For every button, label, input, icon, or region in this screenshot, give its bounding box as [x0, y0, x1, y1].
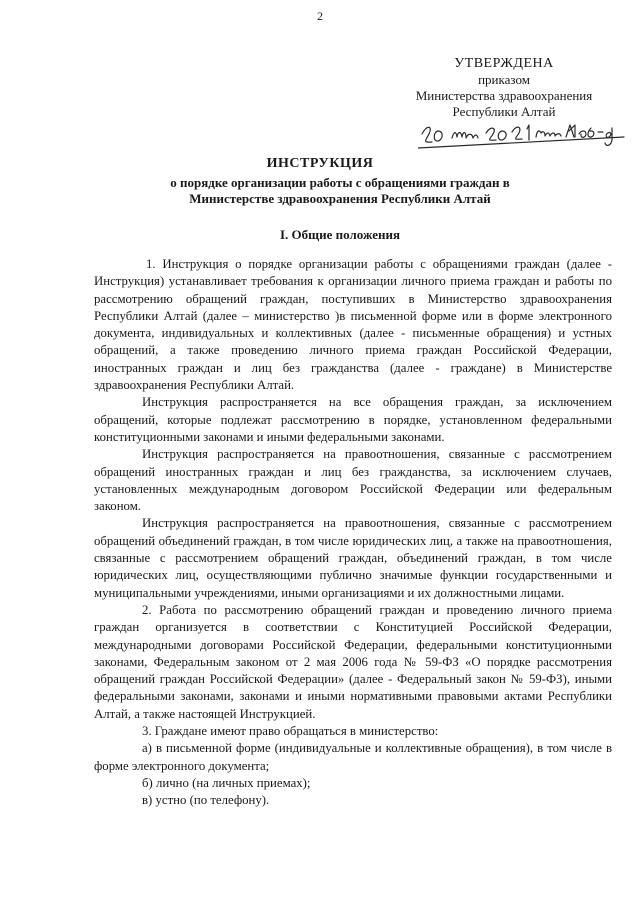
document-subtitle: о порядке организации работы с обращениями граждан в Министерстве здравоохранения Республики Алтай [170, 175, 510, 206]
approval-line-1: приказом [478, 72, 530, 87]
document-body [94, 256, 612, 810]
paragraph-3: Инструкция распространяется на правоотношения, связанные с рассмотрением обращений иностранных граждан и лиц без гражданства, за исключением случаев, установленных международным договором Российской Федерации или федеральным законом. [94, 447, 612, 514]
paragraph-7: а) в письменной форме (индивидуальные и коллективные обращения), в том числе в форме электронного документа; [94, 741, 612, 773]
paragraph-9: в) устно (по телефону). [142, 793, 270, 808]
paragraph-2: Инструкция распространяется на все обращения граждан, за исключением обращений, которые подлежат рассмотрению в порядке, установленном федеральными конституционными законами и иными федеральными законами. [94, 395, 612, 444]
paragraph-8: б) лично (на личных приемах); [142, 775, 311, 790]
approval-line-3: Республики Алтай [452, 104, 556, 119]
paragraph-1: 1. Инструкция о порядке организации работы с обращениями граждан (далее - Инструкция) устанавливает требования к организации личного приема граждан и работы по рассмотрению обращений граждан, поступивших в Министерство здравоохранения Республики Алтай (далее – министерство )в письменной форме или в форме электронного документа, индивидуальных и коллективных (далее - письменные обращения) и устных обращений, а также проведению личного приема граждан Российской Федерации, иностранных граждан и лиц без гражданства (далее - граждане) в Министерстве здравоохранения Республики Алтай. [94, 257, 612, 393]
approval-line-2: Министерства здравоохранения [415, 88, 593, 103]
approval-block [396, 56, 612, 120]
paragraph-4: Инструкция распространяется на правоотношения, связанные с рассмотрением обращений объединений граждан, в том числе юридических лиц, а также на правоотношения, связанные с рассмотрением обращений граждан, объединений граждан, в том числе юридических лиц, осуществляющими публично значимые функции государственными и муниципальными учреждениями, иными организациями и их должностными лицами. [94, 516, 612, 600]
approval-title: УТВЕРЖДЕНА [454, 56, 554, 71]
paragraph-5: 2. Работа по рассмотрению обращений граждан и проведению личного приема граждан организуется в соответствии с Конституцией Российской Федерации, международными договорами Российской Федерации, федеральными конституционными законами, Федеральным законом от 2 мая 2006 года № 59-ФЗ «О порядке рассмотрения обращений граждан Российской Федерации» (далее - Федеральный закон № 59-ФЗ), иными федеральными законами, законами и иными нормативными правовыми актами Республики Алтай, а также настоящей Инструкцией. [94, 602, 612, 721]
section-heading: I. Общие положения [280, 227, 400, 242]
paragraph-6: 3. Граждане имеют право обращаться в министерство: [142, 724, 439, 739]
page-number: 2 [317, 9, 323, 23]
document-title: ИНСТРУКЦИЯ [266, 156, 374, 171]
handwritten-date-signature [418, 120, 628, 150]
